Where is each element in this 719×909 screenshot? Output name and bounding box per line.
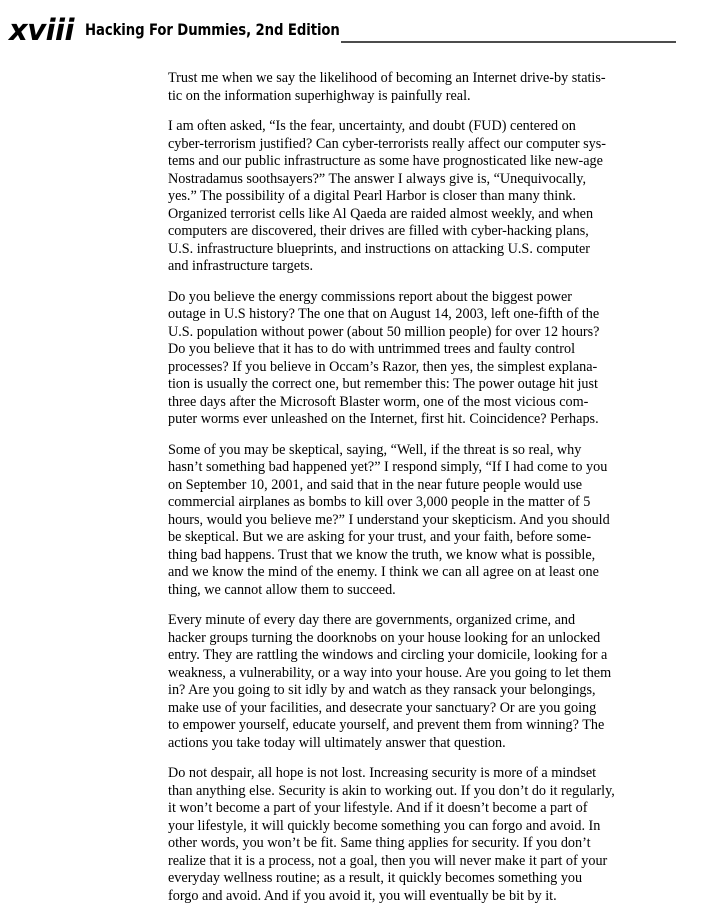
page-folio: xviii bbox=[9, 13, 74, 47]
running-header bbox=[0, 0, 719, 62]
paragraph: Trust me when we say the likelihood of becoming an Internet drive-by statis- tic on the information superhighway is painfully real. bbox=[168, 70, 606, 104]
book-title: Hacking For Dummies, 2nd Edition bbox=[85, 20, 340, 39]
paragraph: I am often asked, “Is the fear, uncertainty, and doubt (FUD) centered on cyber-terrorism justified? Can cyber-terrorists really affect our computer sys- tems and our public infrastructure as some have prognosticated like new-age Nostradamus soothsayers?” The answer I always give is, “Unequivocally, yes.” The possibility of a digital Pearl Harbor is closer than many think. Organized terrorist cells like Al Qaeda are raided almost weekly, and when computers are discovered, their drives are filled with cyber-hacking plans, U.S. infrastructure blueprints, and instructions on attacking U.S. computer and infrastructure targets. bbox=[168, 118, 607, 274]
header-rule bbox=[341, 41, 676, 43]
body-text-column bbox=[168, 70, 678, 905]
paragraph: Some of you may be skeptical, saying, “Well, if the threat is so real, why hasn’t something bad happened yet?” I respond simply, “If I had come to you on September 10, 2001, and said that in the near future people would use commercial airplanes as bombs to kill over 3,000 people in the matter of 5 hours, would you believe me?” I understand your skepticism. And you should be skeptical. But we are asking for your trust, and your faith, before some- thing bad happens. Trust that we know the truth, we know what is possible, and we know the mind of the enemy. I think we can all agree on at least one thing, we cannot allow them to succeed. bbox=[168, 441, 610, 598]
paragraph: Do you believe the energy commissions report about the biggest power outage in U.S history? The one that on August 14, 2003, left one-fifth of the U.S. population without power (about 50 million people) for over 12 hours? Do you believe that it has to do with untrimmed trees and faulty control processes? If you believe in Occam’s Razor, then yes, the simplest explana- tion is usually the correct one, but remember this: The power outage hit just three days after the Microsoft Blaster worm, one of the most vicious com- puter worms ever unleashed on the Internet, first hit. Coincidence? Perhaps. bbox=[168, 288, 600, 427]
paragraph: Do not despair, all hope is not lost. Increasing security is more of a mindset than anything else. Security is akin to working out. If you don’t do it regularly, it won’t become a part of your lifestyle. And if it doesn’t become a part of your lifestyle, it will quickly become something you can forgo and avoid. In other words, you won’t be fit. Same thing applies for security. If you don’t realize that it is a process, not a goal, then you will never make it part of your everyday wellness routine; as a result, it quickly becomes something you forgo and avoid. And if you avoid it, you will eventually be bit by it. bbox=[168, 765, 615, 904]
paragraph: Every minute of every day there are governments, organized crime, and hacker groups turning the doorknobs on your house looking for an unlocked entry. They are rattling the windows and circling your domicile, looking for a weakness, a vulnerability, or a way into your house. Are you going to let them in? Are you going to sit idly by and watch as they ransack your belongings, make use of your facilities, and desecrate your sanctuary? Or are you going to empower yourself, educate yourself, and prevent them from winning? The actions you take today will ultimately answer that question. bbox=[168, 612, 612, 751]
